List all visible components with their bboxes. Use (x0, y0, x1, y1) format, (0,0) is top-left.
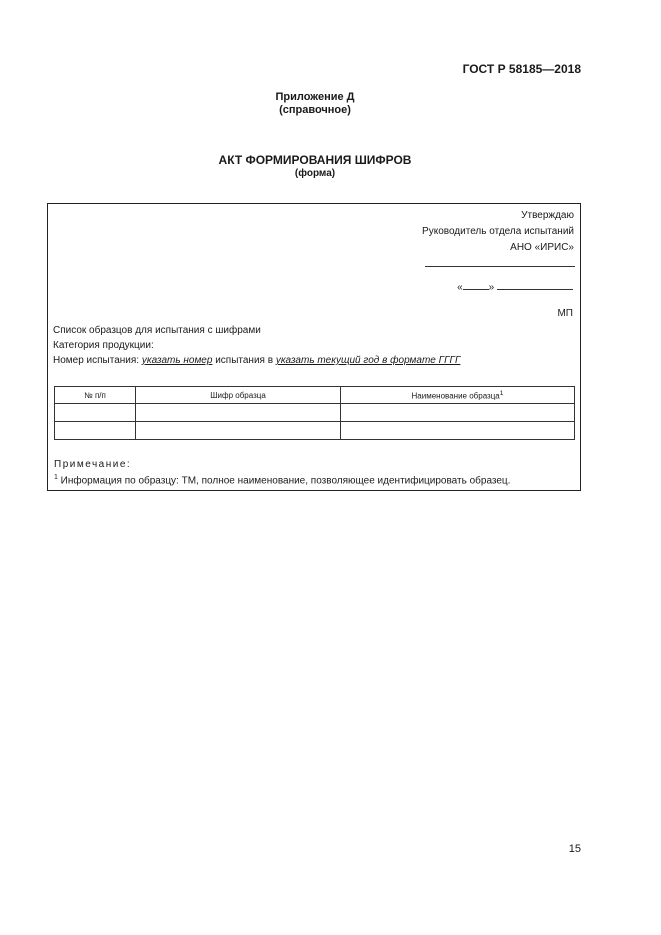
test-year-placeholder: указать текущий год в формате ГГГГ (275, 355, 461, 366)
col-header-footnote: 1 (499, 389, 504, 397)
approval-line-1: Утверждаю (521, 210, 574, 221)
col-header-name-text: Наименование образца (411, 391, 500, 401)
note-footnote-mark: 1 (54, 474, 58, 481)
month-blank (497, 280, 573, 290)
document-title: АКТ ФОРМИРОВАНИЯ ШИФРОВ (218, 153, 412, 167)
document-heading (0, 154, 630, 180)
stamp-place: МП (557, 308, 573, 319)
product-category-label: Категория продукции: (53, 340, 154, 351)
test-number-placeholder: указать номер (141, 355, 213, 366)
table-row (55, 404, 575, 422)
date-open-quote: « (457, 282, 463, 293)
note-block (54, 458, 510, 487)
table-cell (341, 422, 575, 440)
table-cell (55, 422, 136, 440)
info-block (53, 323, 460, 368)
standard-number: ГОСТ Р 58185—2018 (462, 62, 581, 76)
table-cell (55, 404, 136, 422)
document-subtitle: (форма) (294, 168, 336, 179)
test-number-line (53, 353, 460, 368)
day-blank (463, 280, 489, 290)
sample-list-label: Список образцов для испытания с шифрами (53, 325, 261, 336)
date-line (457, 280, 573, 293)
signature-line (425, 266, 575, 267)
table-header-row (55, 387, 575, 404)
appendix-heading (0, 91, 630, 117)
table-cell (341, 404, 575, 422)
approval-line-2: Руководитель отдела испытаний (422, 226, 574, 237)
col-header-name (341, 387, 575, 404)
note-label: Примечание: (54, 459, 132, 470)
note-text: Информация по образцу: ТМ, полное наименование, позволяющее идентифицировать образец. (57, 475, 511, 487)
note-text-line (54, 471, 510, 487)
appendix-subtitle: (справочное) (279, 104, 351, 116)
table-row (55, 422, 575, 440)
samples-table (54, 386, 575, 440)
appendix-title: Приложение Д (275, 91, 355, 103)
approval-line-3: АНО «ИРИС» (510, 242, 574, 253)
test-number-prefix: Номер испытания: (53, 355, 142, 366)
table-cell (136, 422, 341, 440)
test-number-mid: испытания в (212, 355, 276, 366)
col-header-number: № п/п (55, 387, 136, 404)
page-number: 15 (568, 843, 581, 855)
approval-block (422, 208, 574, 256)
date-close-quote: » (488, 282, 495, 293)
table-cell (136, 404, 341, 422)
form-frame (47, 203, 581, 491)
col-header-code: Шифр образца (136, 387, 341, 404)
